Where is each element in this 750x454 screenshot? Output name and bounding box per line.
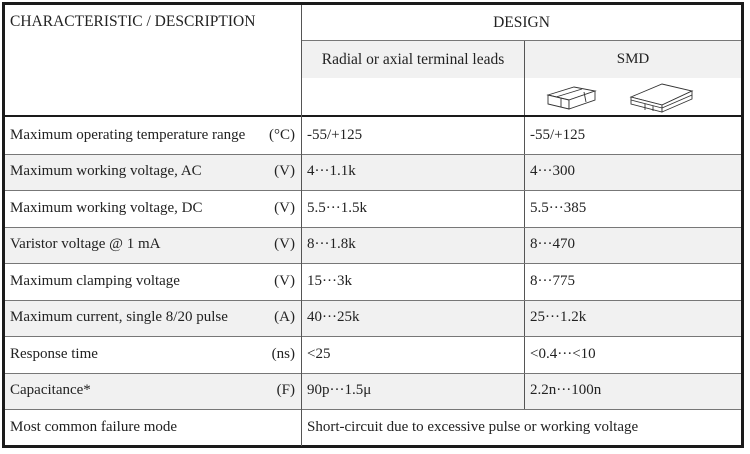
row-divider <box>5 373 741 374</box>
smd-header: SMD <box>525 41 741 78</box>
smd-value: 25···1.2k <box>525 300 741 337</box>
radial-value: <25 <box>307 345 331 362</box>
column-divider <box>524 190 525 227</box>
row-divider <box>5 409 741 410</box>
row-divider <box>5 154 741 155</box>
smd-value: 8···775 <box>530 272 575 289</box>
row-divider <box>5 336 741 337</box>
radial-value: -55/+125 <box>307 126 363 143</box>
column-divider <box>524 336 525 373</box>
characteristic-name: Maximum working voltage, AC <box>10 163 202 180</box>
radial-value: 15···3k <box>307 272 352 289</box>
radial-value: 5.5···1.5k <box>307 199 367 216</box>
radial-value: 90p···1.5μ <box>302 373 524 410</box>
unit: (V) <box>274 236 295 253</box>
characteristic-name: Maximum current, single 8/20 pulse <box>10 309 228 326</box>
smd-chip-large-icon <box>631 84 692 112</box>
characteristic-name: Maximum operating temperature range <box>10 126 246 143</box>
row-label <box>5 227 301 264</box>
row-divider <box>5 263 741 264</box>
unit: (V) <box>274 272 295 289</box>
row-label <box>5 190 301 227</box>
column-divider <box>524 154 525 191</box>
varistor-comparison-table <box>2 2 744 448</box>
characteristic-name: Maximum clamping voltage <box>10 272 180 289</box>
column-divider <box>524 117 525 154</box>
row-divider <box>5 190 741 191</box>
column-divider <box>524 373 525 410</box>
row-label <box>5 336 301 373</box>
characteristic-name: Varistor voltage @ 1 mA <box>10 236 161 253</box>
combined-value: Short-circuit due to excessive pulse or working voltage <box>307 419 639 435</box>
row-label <box>5 373 301 410</box>
smd-value: 4···300 <box>525 154 741 191</box>
characteristic-name: Most common failure mode <box>10 419 178 435</box>
row-label <box>5 263 301 300</box>
design-header: DESIGN <box>493 13 550 31</box>
characteristic-header: CHARACTERISTIC / DESCRIPTION <box>10 13 256 30</box>
unit: (V) <box>274 199 295 216</box>
row-divider <box>5 300 741 301</box>
column-divider <box>524 227 525 264</box>
smd-value: 5.5···385 <box>530 199 587 216</box>
unit: (°C) <box>269 126 295 143</box>
characteristic-name: Maximum working voltage, DC <box>10 199 203 216</box>
unit: (ns) <box>271 345 295 362</box>
smd-value: 2.2n···100n <box>525 373 741 410</box>
column-divider <box>524 300 525 337</box>
smd-chip-small-icon <box>548 87 595 109</box>
row-label <box>5 154 301 191</box>
unit: (F) <box>276 382 295 399</box>
radial-value: 8···1.8k <box>302 227 524 264</box>
characteristic-name: Response time <box>10 345 98 362</box>
row-divider <box>5 227 741 228</box>
radial-value: 4···1.1k <box>302 154 524 191</box>
unit: (V) <box>274 163 295 180</box>
characteristic-name: Capacitance* <box>10 382 91 399</box>
row-label <box>5 409 301 446</box>
radial-leads-header: Radial or axial terminal leads <box>302 41 524 78</box>
smd-value: 8···470 <box>525 227 741 264</box>
row-label <box>5 300 301 337</box>
smd-value: -55/+125 <box>530 126 586 143</box>
unit: (A) <box>274 309 295 326</box>
radial-value: 40···25k <box>302 300 524 337</box>
smd-value: <0.4···<10 <box>530 345 596 362</box>
column-divider <box>524 263 525 300</box>
column-divider <box>301 5 302 446</box>
row-label <box>5 117 301 154</box>
smd-icons <box>525 78 741 115</box>
